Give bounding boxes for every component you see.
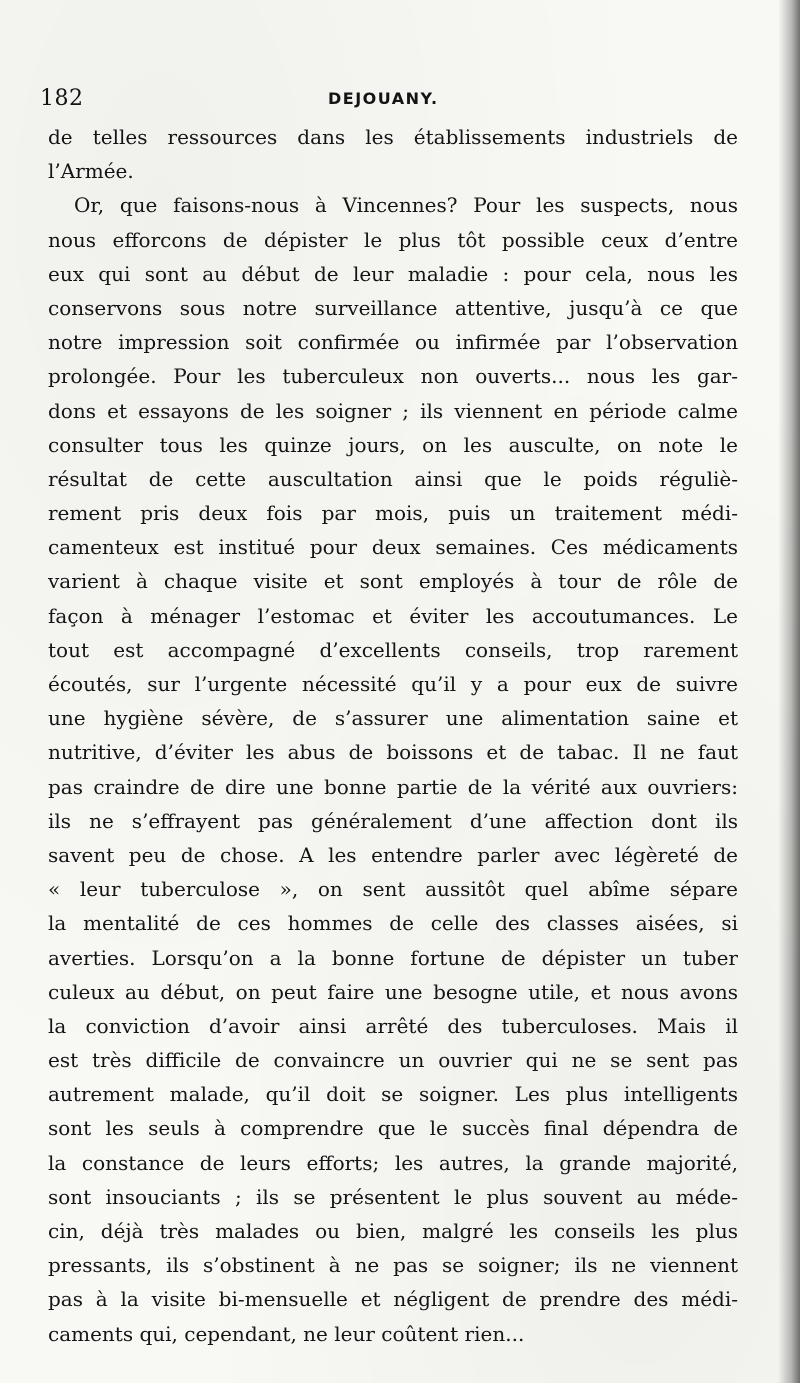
text-line: tout est accompagné d’excellents conseils, trop rarement — [48, 637, 738, 662]
text-line: rement pris deux fois par mois, puis un traitement médi- — [48, 501, 738, 526]
page-number: 182 — [40, 86, 84, 111]
text-line: résultat de cette auscultation ainsi que le poids réguliè- — [48, 466, 738, 491]
text-line: façon à ménager l’estomac et éviter les accoutumances. Le — [48, 603, 738, 628]
paragraph-first-line: Or, que faisons-nous à Vincennes? Pour les suspects, nous — [74, 193, 738, 218]
text-line: « leur tuberculose », on sent aussitôt quel abîme sépare — [48, 877, 738, 902]
text-line: de telles ressources dans les établissements industriels de — [48, 125, 738, 149]
text-line: nous efforcons de dépister le plus tôt possible ceux d’entre — [48, 227, 738, 252]
text-line: notre impression soit confirmée ou infirmée par l’observation — [48, 330, 738, 355]
running-title: DEJOUANY. — [328, 89, 439, 108]
text-line: autrement malade, qu’il doit se soigner. Les plus intelligents — [48, 1082, 738, 1107]
page-gutter-shadow — [778, 0, 800, 1383]
text-line: camenteux est institué pour deux semaines. Ces médicaments — [48, 535, 738, 560]
page-header — [40, 84, 740, 114]
text-line: prolongée. Pour les tuberculeux non ouverts... nous les gar- — [48, 364, 738, 389]
body-text — [48, 120, 738, 1351]
text-line: conservons sous notre surveillance attentive, jusqu’à ce que — [48, 295, 738, 320]
text-line: pressants, ils s’obstinent à ne pas se soigner; ils ne viennent — [48, 1253, 738, 1278]
text-line: varient à chaque visite et sont employés à tour de rôle de — [48, 569, 738, 594]
text-line: ils ne s’effrayent pas généralement d’une affection dont ils — [48, 808, 738, 833]
text-line: sont les seuls à comprendre que le succès final dépendra de — [48, 1116, 738, 1141]
text-line: une hygiène sévère, de s’assurer une alimentation saine et — [48, 706, 738, 731]
text-line: la conviction d’avoir ainsi arrêté des tuberculoses. Mais il — [48, 1013, 738, 1038]
text-line: écoutés, sur l’urgente nécessité qu’il y a pour eux de suivre — [48, 672, 738, 696]
text-line: nutritive, d’éviter les abus de boissons et de tabac. Il ne faut — [48, 740, 738, 765]
text-line: la constance de leurs efforts; les autres, la grande majorité, — [48, 1150, 738, 1175]
text-line: dons et essayons de les soigner ; ils viennent en période calme — [48, 398, 738, 423]
text-line: sont insouciants ; ils se présentent le plus souvent au méde- — [48, 1184, 738, 1209]
text-line: l’Armée. — [48, 159, 134, 184]
text-line: la mentalité de ces hommes de celle des classes aisées, si — [48, 911, 738, 936]
text-line: averties. Lorsqu’on a la bonne fortune de dépister un tuber — [48, 945, 738, 970]
text-line: caments qui, cependant, ne leur coûtent rien... — [48, 1321, 525, 1346]
text-line: consulter tous les quinze jours, on les ausculte, on note le — [48, 432, 738, 457]
text-line: pas à la visite bi-mensuelle et négligent de prendre des médi- — [48, 1287, 738, 1312]
text-line: pas craindre de dire une bonne partie de la vérité aux ouvriers: — [48, 774, 738, 799]
text-line: savent peu de chose. A les entendre parler avec légèreté de — [48, 842, 738, 867]
text-line: cin, déjà très malades ou bien, malgré les conseils les plus — [48, 1219, 738, 1243]
text-line: culeux au début, on peut faire une besogne utile, et nous avons — [48, 979, 738, 1004]
text-line: est très difficile de convaincre un ouvrier qui ne se sent pas — [48, 1048, 738, 1073]
text-line: eux qui sont au début de leur maladie : pour cela, nous les — [48, 261, 738, 286]
